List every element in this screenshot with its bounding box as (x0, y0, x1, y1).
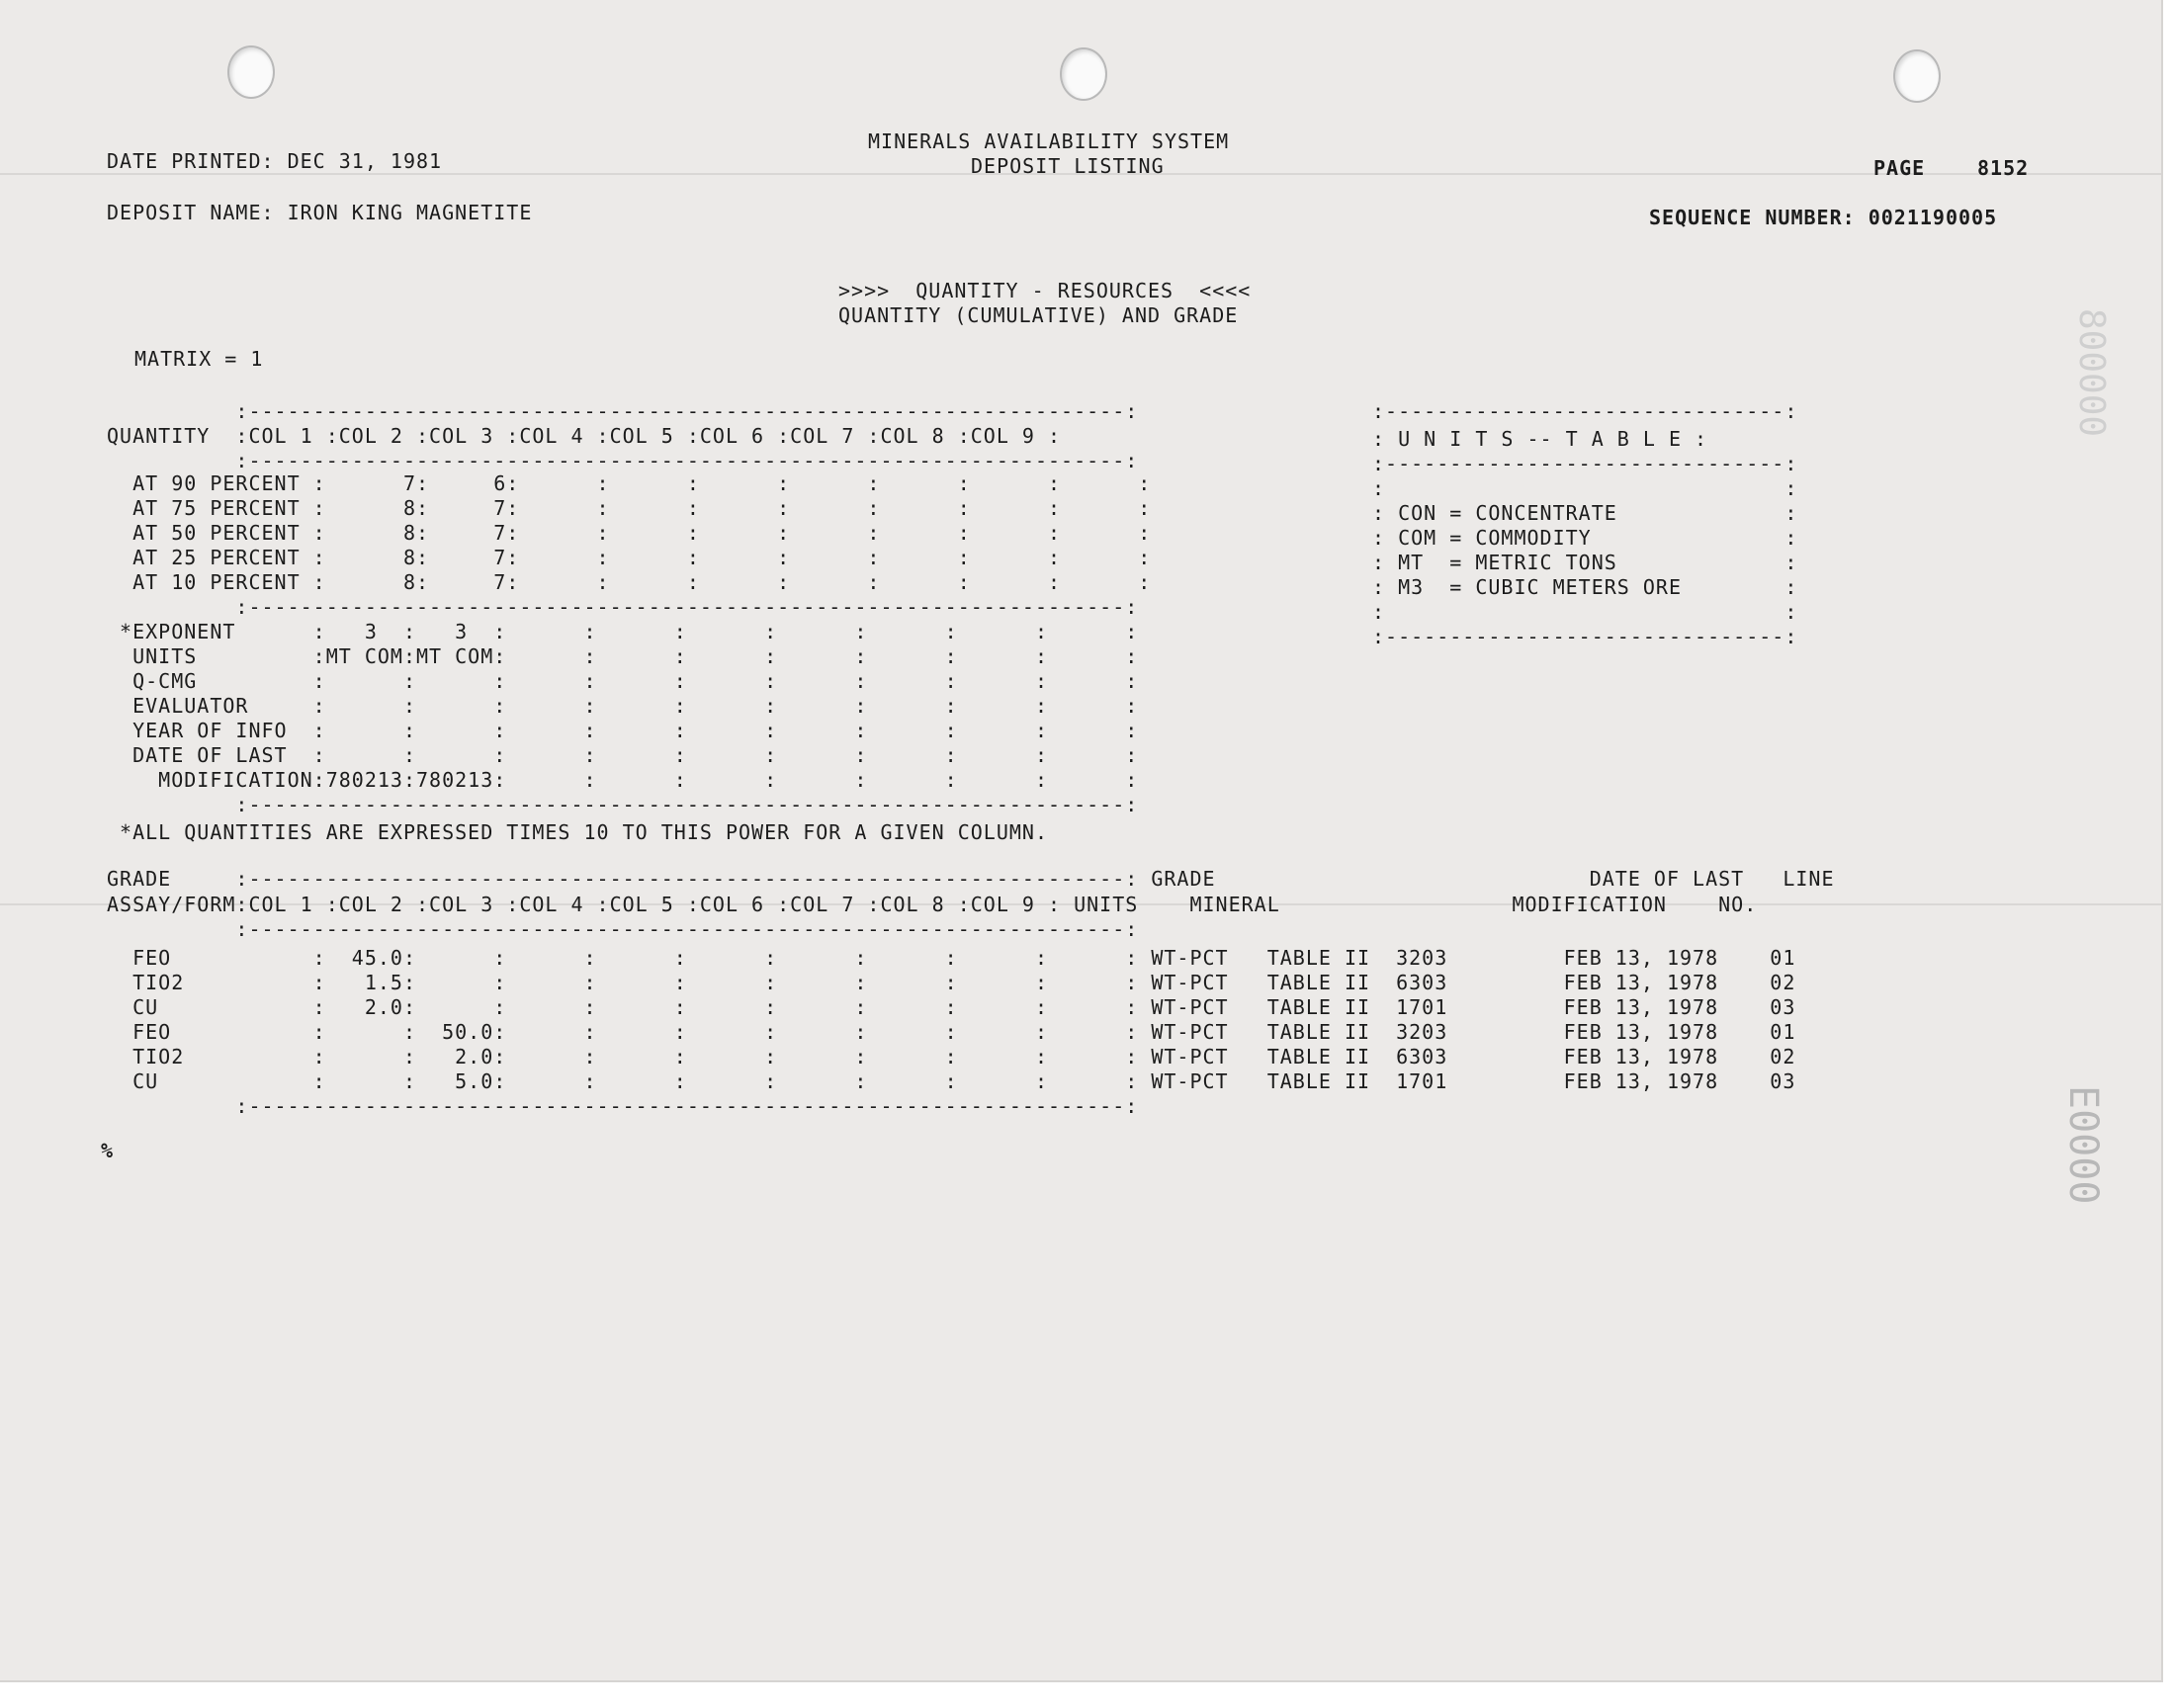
units-table-entry: : MT = METRIC TONS : (1372, 551, 1798, 574)
section-title: >>>> QUANTITY - RESOURCES <<<< (838, 279, 1252, 302)
grade-table-header-1: GRADE :--------------------------------------------------------------------: GRADE DATE OF LAST LINE (107, 867, 1835, 891)
grade-row: TIO2 : : 2.0: : : : : : : : WT-PCT TABLE II 6303 FEB 13, 1978 02 (107, 1045, 1796, 1068)
units-row: UNITS :MT COM:MT COM: : : : : : : : (107, 644, 1139, 668)
grade-row: TIO2 : 1.5: : : : : : : : : WT-PCT TABLE II 6303 FEB 13, 1978 02 (107, 971, 1796, 994)
deposit-name: DEPOSIT NAME: IRON KING MAGNETITE (107, 201, 533, 224)
end-mark: % (101, 1139, 115, 1162)
quantity-table-line: :--------------------------------------------------------------------: (107, 793, 1139, 816)
margin-stamp: E0000 (2060, 1085, 2106, 1205)
sequence-number: SEQUENCE NUMBER: 0021190005 (1649, 206, 1998, 229)
quantity-row-50: AT 50 PERCENT : 8: 7: : : : : : : : (107, 521, 1152, 545)
units-table-entry: : M3 = CUBIC METERS ORE : (1372, 575, 1798, 599)
grade-table-line: :--------------------------------------------------------------------: (107, 917, 1139, 941)
modification-row: MODIFICATION:780213:780213: : : : : : : : (107, 768, 1139, 792)
binder-hole-right (1893, 49, 1941, 103)
binder-hole-center (1060, 47, 1107, 101)
quantity-footnote: *ALL QUANTITIES ARE EXPRESSED TIMES 10 TO THIS POWER FOR A GIVEN COLUMN. (107, 820, 1048, 844)
quantity-table-header: QUANTITY :COL 1 :COL 2 :COL 3 :COL 4 :COL 5 :COL 6 :COL 7 :COL 8 :COL 9 : (107, 424, 1062, 448)
units-table-title: : U N I T S -- T A B L E : (1372, 427, 1708, 451)
quantity-row-90: AT 90 PERCENT : 7: 6: : : : : : : : (107, 471, 1152, 495)
units-table-line: : : (1372, 600, 1798, 624)
units-table-entry: : COM = COMMODITY : (1372, 526, 1798, 550)
exponent-row: *EXPONENT : 3 : 3 : : : : : : : : (107, 620, 1139, 643)
grade-row: CU : 2.0: : : : : : : : : WT-PCT TABLE II 1701 FEB 13, 1978 03 (107, 995, 1796, 1019)
matrix-label: MATRIX = 1 (134, 347, 264, 371)
quantity-row-10: AT 10 PERCENT : 8: 7: : : : : : : : (107, 570, 1152, 594)
grade-row: FEO : : 50.0: : : : : : : : WT-PCT TABLE II 3203 FEB 13, 1978 01 (107, 1020, 1796, 1044)
quantity-table-line: :--------------------------------------------------------------------: (107, 449, 1139, 472)
system-title: MINERALS AVAILABILITY SYSTEM (868, 129, 1230, 153)
units-table-line: :-------------------------------: (1372, 452, 1798, 475)
grade-table-header-2: ASSAY/FORM:COL 1 :COL 2 :COL 3 :COL 4 :COL 5 :COL 6 :COL 7 :COL 8 :COL 9 : UNITS MINERAL MODIFICATION NO. (107, 893, 1758, 916)
units-table-entry: : CON = CONCENTRATE : (1372, 501, 1798, 525)
page-number: 8152 (1977, 156, 2030, 180)
grade-table-line: :--------------------------------------------------------------------: (107, 1094, 1139, 1118)
year-of-info-row: YEAR OF INFO : : : : : : : : : : (107, 719, 1139, 742)
units-table-line: :-------------------------------: (1372, 399, 1798, 423)
section-subtitle: QUANTITY (CUMULATIVE) AND GRADE (838, 303, 1239, 327)
binder-hole-left (227, 45, 275, 99)
date-printed: DATE PRINTED: DEC 31, 1981 (107, 149, 443, 173)
quantity-row-25: AT 25 PERCENT : 8: 7: : : : : : : : (107, 546, 1152, 569)
margin-stamp-faint: 800000 (2071, 308, 2112, 438)
listing-title: DEPOSIT LISTING (971, 154, 1165, 178)
quantity-row-75: AT 75 PERCENT : 8: 7: : : : : : : : (107, 496, 1152, 520)
grade-row: FEO : 45.0: : : : : : : : : WT-PCT TABLE II 3203 FEB 13, 1978 01 (107, 946, 1796, 970)
quantity-table-line: :--------------------------------------------------------------------: (107, 399, 1139, 423)
quantity-table-line: :--------------------------------------------------------------------: (107, 595, 1139, 619)
units-table-line: :-------------------------------: (1372, 625, 1798, 648)
page-label: PAGE (1873, 156, 1926, 180)
date-of-last-row: DATE OF LAST : : : : : : : : : : (107, 743, 1139, 767)
evaluator-row: EVALUATOR : : : : : : : : : : (107, 694, 1139, 718)
units-table-line: : : (1372, 476, 1798, 500)
grade-row: CU : : 5.0: : : : : : : : WT-PCT TABLE II 1701 FEB 13, 1978 03 (107, 1069, 1796, 1093)
q-cmg-row: Q-CMG : : : : : : : : : : (107, 669, 1139, 693)
